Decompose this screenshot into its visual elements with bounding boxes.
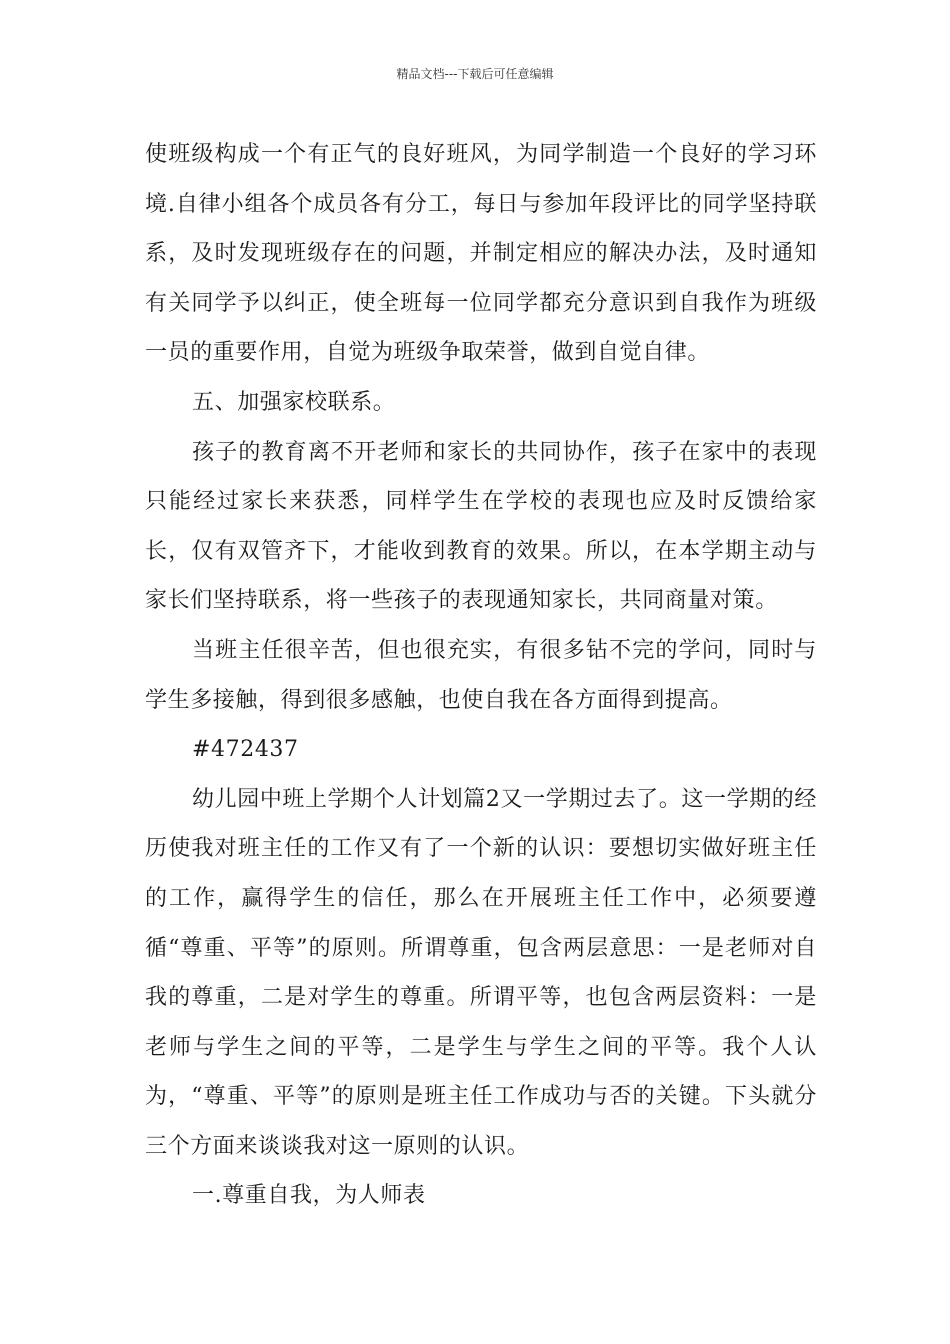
paragraph-plan-intro: 幼儿园中班上学期个人计划篇2又一学期过去了。这一学期的经历使我对班主任的工作又有了一个新的认识：要想切实做好班主任的工作，赢得学生的信任，那么在开展班主任工作中，必须要遵循“尊重、平等”的原则。所谓尊重，包含两层意思：一是老师对自我的尊重，二是对学生的尊重。所谓平等，也包含两层资料：一是老师与学生之间的平等，二是学生与学生之间的平等。我个人认为，“尊重、平等”的原则是班主任工作成功与否的关键。下头就分三个方面来谈谈我对这一原则的认识。 — [145, 786, 817, 1159]
section-heading-home-school: 五、加强家校联系。 — [192, 389, 396, 415]
page-header: 精品文档---下载后可任意编辑 — [396, 67, 554, 81]
paragraph-class-discipline: 使班级构成一个有正气的良好班风，为同学制造一个良好的学习环境.自律小组各个成员各有分工，每日与参加年段评比的同学坚持联系，及时发现班级存在的问题，并制定相应的解决办法，及时通知有关同学予以纠正，使全班每一位同学都充分意识到自我作为班级一员的重要作用，自觉为班级争取荣誉，做到自觉自律。 — [145, 142, 817, 366]
document-id: #472437 — [192, 737, 299, 763]
section-heading-respect-self: 一.尊重自我，为人师表 — [192, 1183, 426, 1209]
paragraph-summary: 当班主任很辛苦，但也很充实，有很多钻不完的学问，同时与学生多接触，得到很多感触，也使自我在各方面得到提高。 — [145, 637, 817, 713]
document-body — [145, 130, 817, 1221]
paragraph-home-school: 孩子的教育离不开老师和家长的共同协作，孩子在家中的表现只能经过家长来获悉，同样学生在学校的表现也应及时反馈给家长，仅有双管齐下，才能收到教育的效果。所以，在本学期主动与家长们坚持联系，将一些孩子的表现通知家长，共同商量对策。 — [145, 439, 817, 614]
